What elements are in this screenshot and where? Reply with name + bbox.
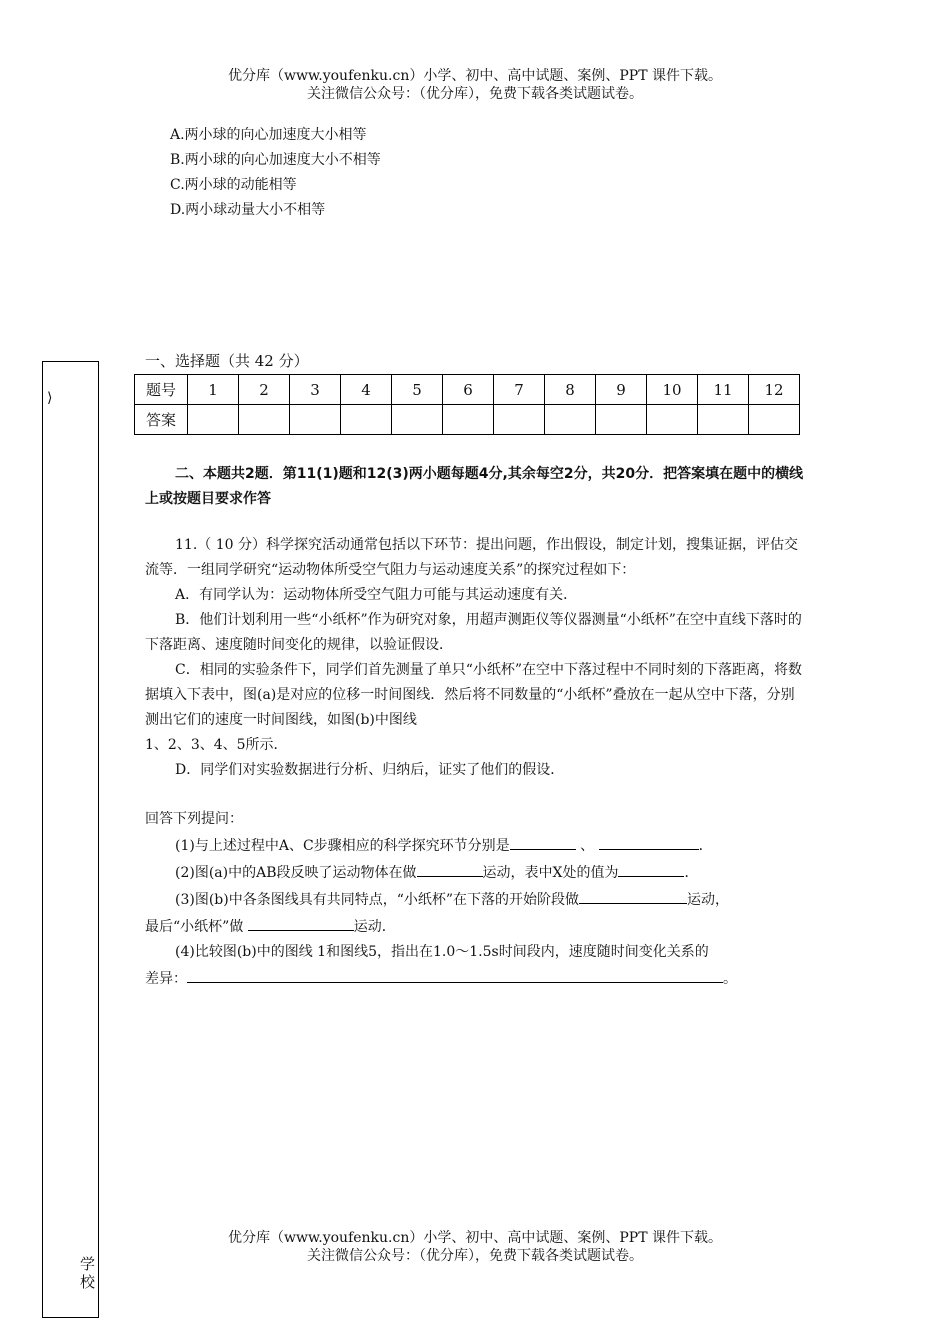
section1-title: 一、选择题（共 42 分） (145, 352, 309, 370)
answer-table (134, 374, 800, 435)
answer-cell[interactable] (188, 405, 239, 435)
answer-blank[interactable] (579, 886, 687, 904)
sub-question-3-text-b: 运动， (687, 892, 730, 908)
question-number: 7 (494, 375, 545, 405)
sub-question-1 (145, 832, 805, 859)
answer-cell[interactable] (341, 405, 392, 435)
sub-question-3 (145, 886, 805, 913)
sub-question-3-text-d: 运动． (353, 919, 396, 935)
question-number: 1 (188, 375, 239, 405)
sub-question-1-text: (1)与上述过程中A、C步骤相应的科学探究环节分别是 (175, 838, 510, 854)
question-number: 3 (290, 375, 341, 405)
sub-question-3-cont (145, 913, 805, 940)
sub-question-3-text: (3)图(b)中各条图线具有共同特点，“小纸杯”在下落的开始阶段做 (175, 892, 580, 908)
answer-blank[interactable] (510, 832, 576, 850)
answer-cell[interactable] (698, 405, 749, 435)
sub-question-4-cont (145, 965, 805, 992)
q11-step-c-cont: 1、2、3、4、5所示． (145, 737, 288, 753)
answer-cell[interactable] (392, 405, 443, 435)
sub-question-2 (145, 859, 805, 886)
answer-cell[interactable] (239, 405, 290, 435)
question-number: 4 (341, 375, 392, 405)
choice-options (170, 123, 381, 223)
sub-question-4-text-b: 差异： (145, 971, 187, 987)
question-number-row (135, 375, 800, 405)
page-header (0, 67, 950, 103)
question-number: 8 (545, 375, 596, 405)
answer-row (135, 405, 800, 435)
row-label-answer: 答案 (135, 405, 188, 435)
question-number: 10 (647, 375, 698, 405)
sub-question-2-text-b: 运动，表中X处的值为 (482, 865, 619, 881)
school-label: 学校 (80, 1255, 96, 1291)
answer-cell[interactable] (596, 405, 647, 435)
question-number: 2 (239, 375, 290, 405)
footer-line-2: 关注微信公众号：（优分库），免费下载各类试题试卷。 (307, 1248, 643, 1264)
end-punct: ． (684, 865, 699, 881)
answer-prompt: 回答下列提问： (145, 811, 243, 827)
end-punct: ． (698, 838, 713, 854)
question-number: 12 (749, 375, 800, 405)
answer-cell[interactable] (545, 405, 596, 435)
header-line-1: 优分库（www.youfenku.cn）小学、初中、高中试题、案例、PPT 课件下载。 (227, 68, 722, 84)
answer-cell[interactable] (494, 405, 545, 435)
answer-blank[interactable] (417, 859, 483, 877)
q11-step-c: C．相同的实验条件下，同学们首先测量了单只“小纸杯”在空中下落过程中不同时刻的下落距离，将数据填入下表中，图(a)是对应的位移一时间图线．然后将不同数量的“小纸杯”叠放在一起从空中下落，分别测出它们的速度一时间图线，如图(b)中图线 (145, 662, 803, 728)
answer-blank[interactable] (187, 965, 723, 983)
page-footer (0, 1229, 950, 1265)
question-11 (145, 533, 805, 992)
answer-blank[interactable] (248, 913, 354, 931)
question-number: 9 (596, 375, 647, 405)
section2-heading: 二、本题共2题．第11(1)题和12(3)两小题每题4分,其余每空2分，共20分．把答案填在题中的横线上或按题目要求作答 (145, 466, 804, 507)
row-label-question: 题号 (135, 375, 188, 405)
margin-mark: ⟩ (47, 390, 53, 406)
q11-step-b: B．他们计划利用一些“小纸杯”作为研究对象，用超声测距仪等仪器测量“小纸杯”在空中直线下落时的下落距离、速度随时间变化的规律，以验证假设． (145, 612, 802, 653)
footer-line-1: 优分库（www.youfenku.cn）小学、初中、高中试题、案例、PPT 课件下载。 (227, 1230, 722, 1246)
q11-intro: 11.（ 10 分）科学探究活动通常包括以下环节：提出问题，作出假设，制定计划，搜集证据，评估交流等．一组同学研究“运动物体所受空气阻力与运动速度关系”的探究过程如下： (145, 537, 798, 578)
q11-step-a: A．有同学认为：运动物体所受空气阻力可能与其运动速度有关． (175, 587, 578, 603)
question-number: 11 (698, 375, 749, 405)
answer-cell[interactable] (647, 405, 698, 435)
binding-margin-box (42, 361, 99, 1318)
option-c: C.两小球的动能相等 (170, 177, 297, 193)
answer-blank[interactable] (599, 832, 699, 850)
answer-blank[interactable] (618, 859, 684, 877)
option-b: B.两小球的向心加速度大小不相等 (170, 152, 381, 168)
question-number: 6 (443, 375, 494, 405)
answer-cell[interactable] (443, 405, 494, 435)
option-a: A.两小球的向心加速度大小相等 (170, 127, 367, 143)
answer-cell[interactable] (749, 405, 800, 435)
separator: 、 (575, 838, 599, 854)
sub-question-3-text-c: 最后“小纸杯”做 (145, 919, 248, 935)
sub-question-2-text: (2)图(a)中的AB段反映了运动物体在做 (175, 865, 417, 881)
end-punct: 。 (723, 971, 737, 987)
header-line-2: 关注微信公众号：（优分库），免费下载各类试题试卷。 (307, 86, 643, 102)
answer-cell[interactable] (290, 405, 341, 435)
q11-step-d: D．同学们对实验数据进行分析、归纳后，证实了他们的假设． (175, 762, 565, 778)
option-d: D.两小球动量大小不相等 (170, 202, 326, 218)
sub-question-4: (4)比较图(b)中的图线 1和图线5，指出在1.0～1.5s时间段内，速度随时间变化关系的 (175, 944, 709, 960)
question-number: 5 (392, 375, 443, 405)
